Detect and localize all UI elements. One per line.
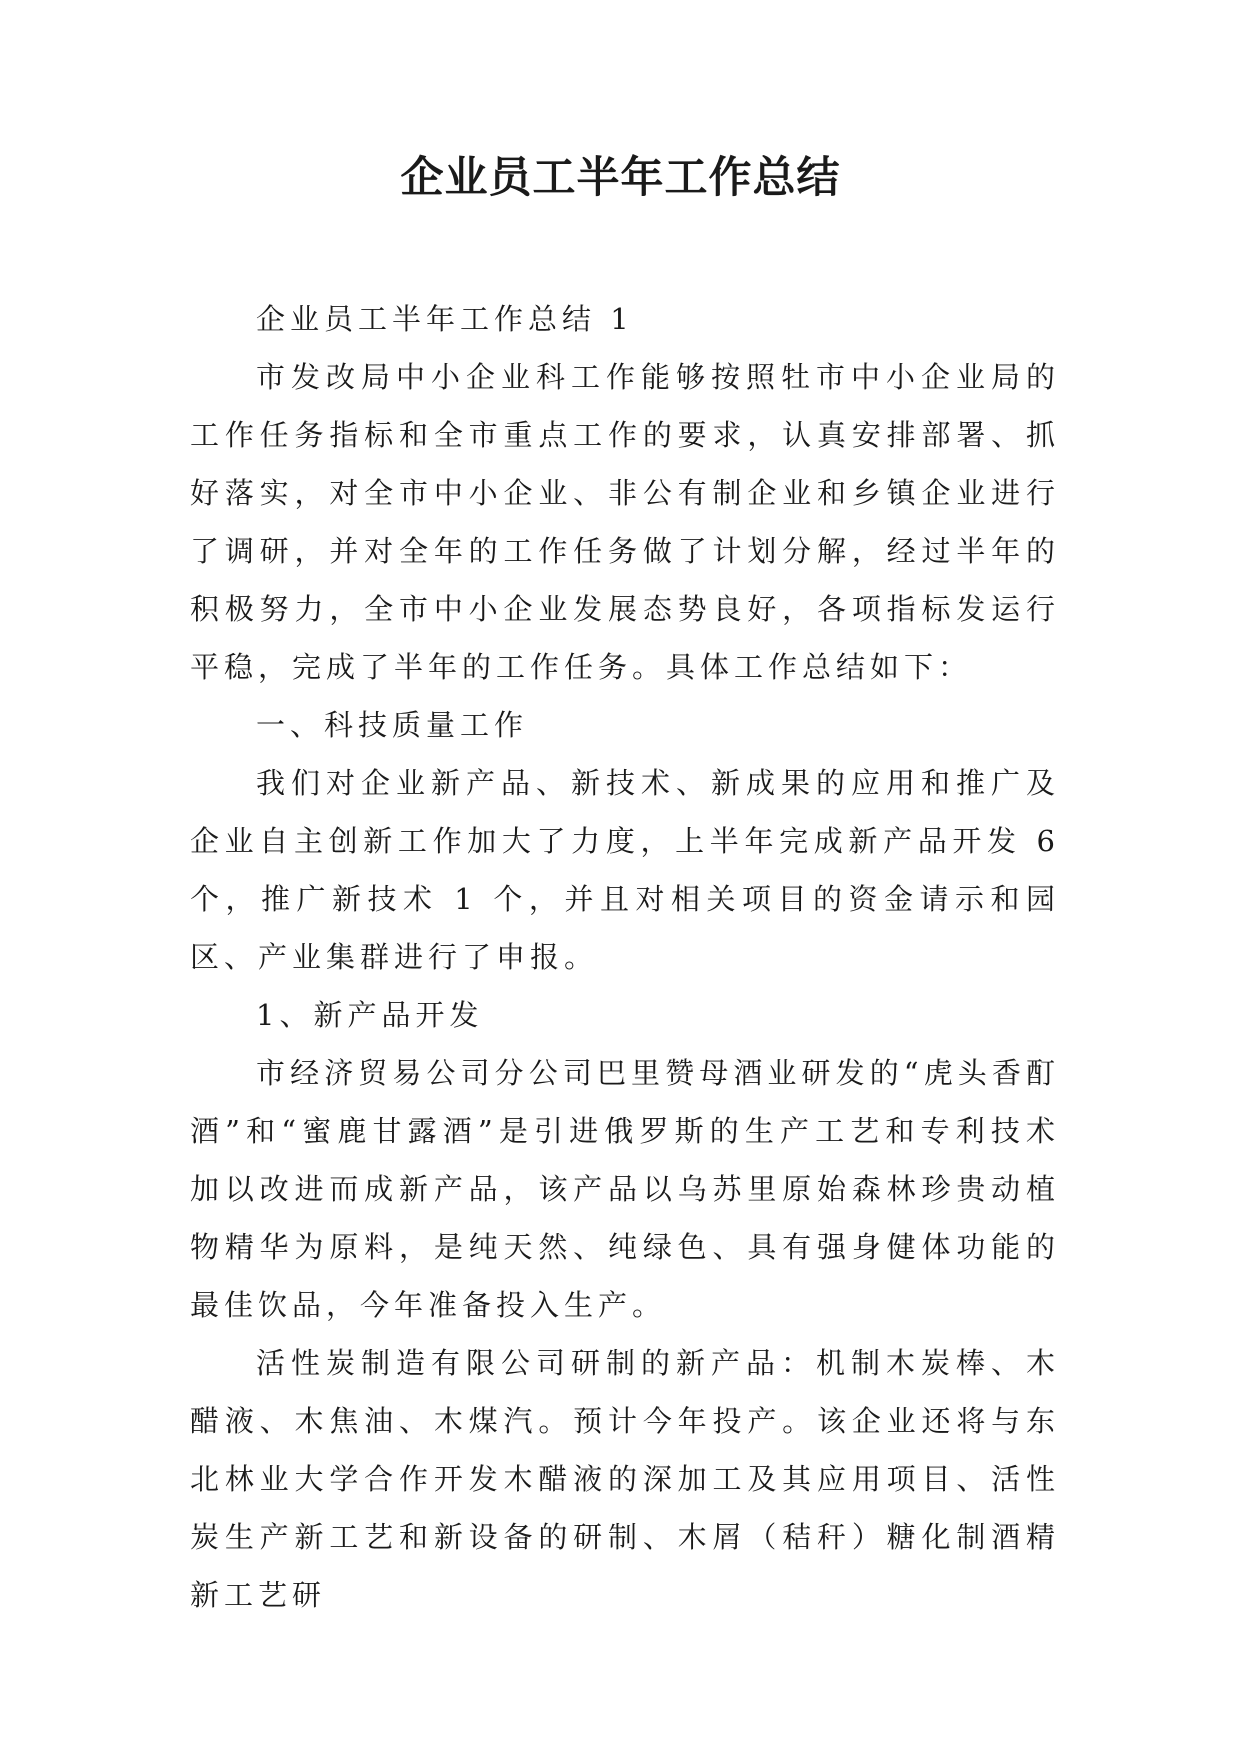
document-body [190,290,1060,1624]
section-heading: 企业员工半年工作总结 1 [256,302,634,336]
paragraph: 市发改局中小企业科工作能够按照牡市中小企业局的工作任务指标和全市重点工作的要求，认真安排部署、抓好落实，对全市中小企业、非公有制企业和乡镇企业进行了调研，并对全年的工作任务做了计划分解，经过半年的积极努力，全市中小企业发展态势良好，各项指标发运行平稳，完成了半年的工作任务。具体工作总结如下： [190,360,1060,684]
paragraph: 活性炭制造有限公司研制的新产品：机制木炭棒、木醋液、木焦油、木煤汽。预计今年投产。该企业还将与东北林业大学合作开发木醋液的深加工及其应用项目、活性炭生产新工艺和新设备的研制、木屑（秸秆）糖化制酒精新工艺研 [190,1346,1060,1612]
paragraph: 市经济贸易公司分公司巴里赞母酒业研发的“虎头香酊酒”和“蜜鹿甘露酒”是引进俄罗斯的生产工艺和专利技术加以改进而成新产品，该产品以乌苏里原始森林珍贵动植物精华为原料，是纯天然、纯绿色、具有强身健体功能的最佳饮品，今年准备投入生产。 [190,1056,1060,1322]
subsection-heading: 一、科技质量工作 [256,708,529,742]
paragraph: 我们对企业新产品、新技术、新成果的应用和推广及企业自主创新工作加大了力度，上半年完成新产品开发 6 个，推广新技术 1 个，并且对相关项目的资金请示和园区、产业集群进行了申报。 [190,766,1060,974]
subsection-heading: 1、新产品开发 [256,998,484,1032]
document-title: 企业员工半年工作总结 [400,153,841,203]
